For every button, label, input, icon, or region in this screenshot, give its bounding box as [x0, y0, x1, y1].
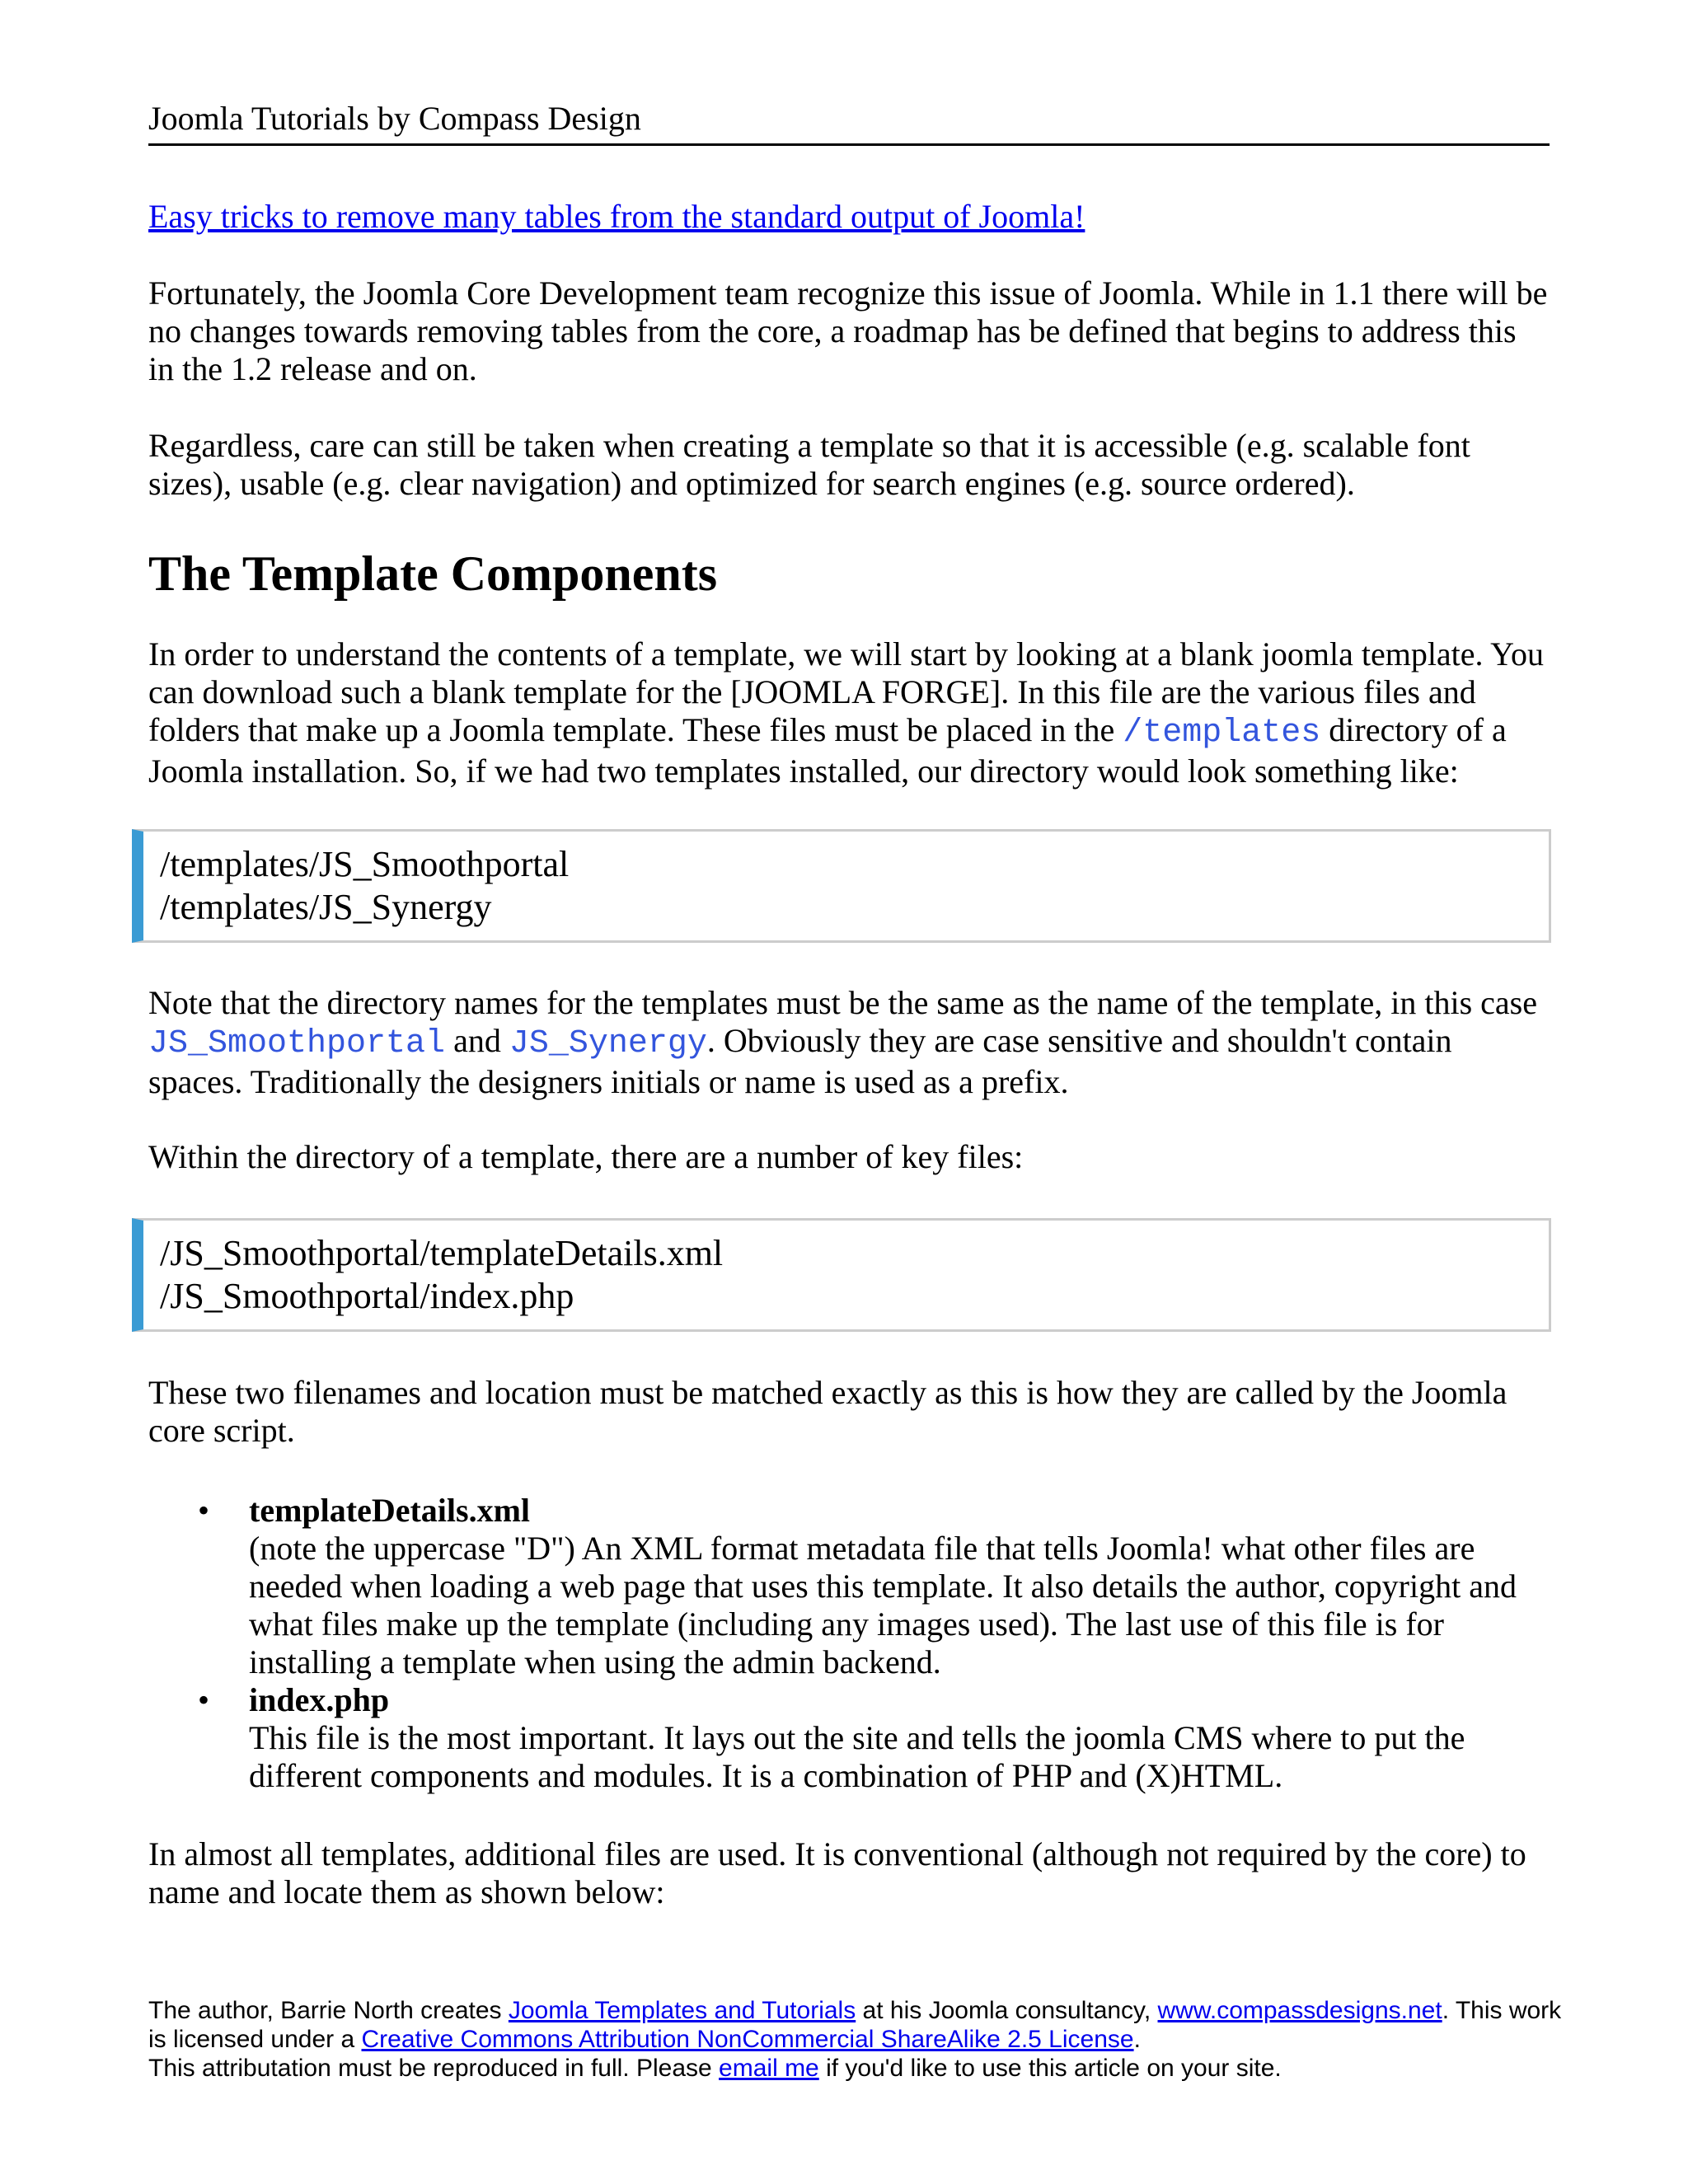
para4-text-mid: and — [445, 1022, 509, 1059]
code-js-smoothportal: JS_Smoothportal — [148, 1025, 446, 1062]
footer-link-templates[interactable]: Joomla Templates and Tutorials — [508, 1997, 856, 2024]
intro-paragraph — [148, 198, 1550, 236]
paragraph-directory-names — [148, 984, 1550, 1101]
paragraph-fortunately: Fortunately, the Joomla Core Development team recognize this issue of Joomla. While in 1.1 there will be no changes towards removing tables from the core, a roadmap has be defined that begins to address this in the 1.2 release and on. — [148, 274, 1548, 387]
code-line: /JS_Smoothportal/index.php — [160, 1276, 574, 1316]
footer-text: The author, Barrie North creates — [148, 1997, 509, 2024]
page-header: Joomla Tutorials by Compass Design — [148, 97, 1550, 146]
footer-link-email[interactable]: email me — [719, 2055, 819, 2082]
footer-text: at his Joomla consultancy, — [856, 1997, 1158, 2024]
paragraph-template-intro — [148, 635, 1550, 790]
footer-link-license[interactable]: Creative Commons Attribution NonCommercial ShareAlike 2.5 License — [361, 2026, 1134, 2053]
intro-link[interactable]: Easy tricks to remove many tables from the standard output of Joomla! — [148, 198, 1085, 235]
code-line: /JS_Smoothportal/templateDetails.xml — [160, 1233, 724, 1273]
list-item-title: templateDetails.xml — [249, 1492, 531, 1529]
footer-text: . This work is licensed under a — [148, 1997, 1562, 2053]
list-item-text: (note the uppercase "D") An XML format metadata file that tells Joomla! what other files are needed when loading a web page that uses this template. It also details the author, copyright and what files make up the template (including any images used). The last use of this file is for installing a template when using the admin backend. — [249, 1530, 1517, 1680]
section-heading: The Template Components — [148, 546, 718, 601]
code-block-key-files — [132, 1218, 1551, 1332]
para3-text-after: directory of a Joomla installation. So, if we had two templates installed, our directory would look something like: — [148, 711, 1507, 790]
code-line: /templates/JS_Smoothportal — [160, 844, 570, 884]
list-item — [148, 1681, 1550, 1795]
page-footer — [148, 1996, 1566, 2083]
footer-link-website[interactable]: www.compassdesigns.net — [1157, 1997, 1442, 2024]
code-line: /templates/JS_Synergy — [160, 887, 492, 927]
code-js-synergy: JS_Synergy — [509, 1025, 707, 1062]
code-templates-dir: /templates — [1123, 715, 1321, 752]
footer-text: . — [1133, 2026, 1141, 2053]
list-item-text: This file is the most important. It lays out the site and tells the joomla CMS where to put the different components and modules. It is a combination of PHP and (X)HTML. — [249, 1719, 1465, 1794]
footer-text: This attributation must be reproduced in full. Please — [148, 2055, 720, 2082]
paragraph-key-files: Within the directory of a template, there are a number of key files: — [148, 1138, 1024, 1175]
key-files-list — [148, 1492, 1550, 1795]
footer-text: if you'd like to use this article on your site. — [818, 2055, 1282, 2082]
para4-text-before: Note that the directory names for the templates must be the same as the name of the template, in this case — [148, 984, 1537, 1021]
list-item-title: index.php — [249, 1681, 390, 1718]
paragraph-additional-files: In almost all templates, additional files are used. It is conventional (although not required by the core) to name and locate them as shown below: — [148, 1835, 1526, 1910]
code-block-directories — [132, 829, 1551, 943]
paragraph-filenames: These two filenames and location must be matched exactly as this is how they are called by the Joomla core script. — [148, 1374, 1507, 1449]
bullet-icon: • — [198, 1492, 210, 1529]
list-item — [148, 1492, 1550, 1681]
para3-text-before: In order to understand the contents of a template, we will start by looking at a blank joomla template. You can download such a blank template for the [JOOMLA FORGE]. In this file are the various files and folders that make up a Joomla template. These files must be placed in the — [148, 635, 1544, 748]
bullet-icon: • — [198, 1681, 210, 1718]
para4-text-after: . Obviously they are case sensitive and shouldn't contain spaces. Traditionally the designers initials or name is used as a prefix. — [148, 1022, 1452, 1100]
paragraph-regardless: Regardless, care can still be taken when creating a template so that it is accessible (e.g. scalable font sizes), usable (e.g. clear navigation) and optimized for search engines (e.g. source ordered). — [148, 427, 1470, 502]
